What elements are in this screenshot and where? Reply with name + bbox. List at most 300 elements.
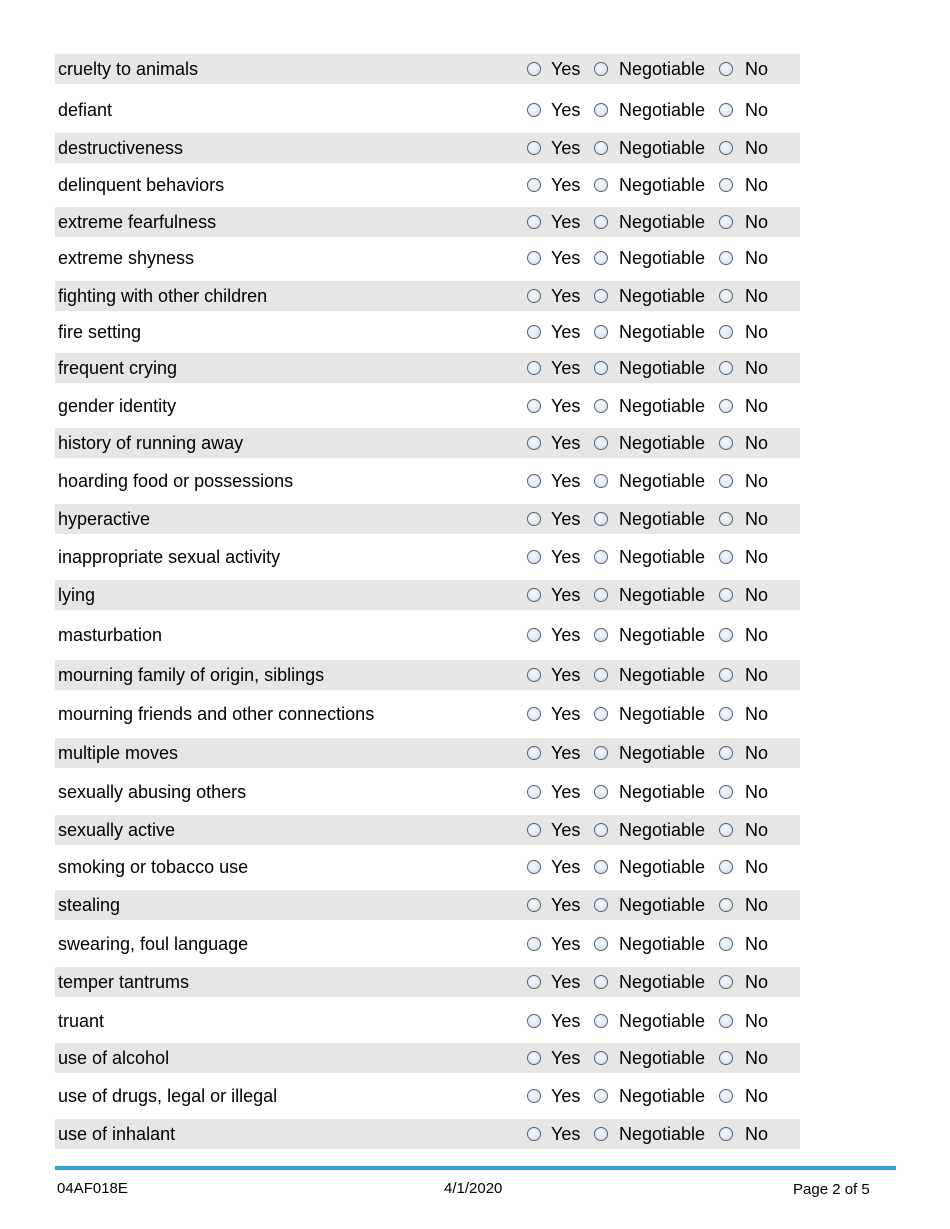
answer-options — [527, 396, 768, 417]
option-negotiable[interactable] — [594, 286, 719, 307]
radio-negotiable[interactable] — [594, 1127, 608, 1141]
answer-options — [527, 212, 768, 233]
radio-no[interactable] — [719, 215, 733, 229]
item-label: multiple moves — [58, 742, 179, 763]
checklist-row — [55, 967, 800, 997]
radio-negotiable[interactable] — [594, 707, 608, 721]
radio-negotiable[interactable] — [594, 325, 608, 339]
option-label-no: No — [745, 624, 769, 645]
option-negotiable[interactable] — [594, 895, 719, 916]
answer-options — [527, 1124, 768, 1145]
radio-negotiable[interactable] — [594, 898, 608, 912]
checklist-row — [55, 815, 800, 845]
radio-no[interactable] — [719, 860, 733, 874]
option-label-yes: Yes — [551, 395, 581, 416]
option-label-negotiable: Negotiable — [619, 58, 706, 79]
radio-negotiable[interactable] — [594, 1089, 608, 1103]
option-label-no: No — [745, 99, 769, 120]
radio-yes[interactable] — [527, 860, 541, 874]
option-no[interactable] — [719, 743, 768, 764]
radio-yes[interactable] — [527, 289, 541, 303]
answer-options — [527, 704, 768, 725]
option-negotiable[interactable] — [594, 1048, 719, 1069]
answer-options — [527, 857, 768, 878]
radio-no[interactable] — [719, 399, 733, 413]
item-label: fire setting — [58, 321, 142, 342]
option-no[interactable] — [719, 972, 768, 993]
radio-yes[interactable] — [527, 668, 541, 682]
option-no[interactable] — [719, 433, 768, 454]
option-label-no: No — [745, 1085, 769, 1106]
radio-no[interactable] — [719, 1051, 733, 1065]
option-label-negotiable: Negotiable — [619, 137, 706, 158]
option-negotiable[interactable] — [594, 212, 719, 233]
option-label-negotiable: Negotiable — [619, 781, 706, 802]
radio-no[interactable] — [719, 1089, 733, 1103]
answer-options — [527, 509, 768, 530]
option-negotiable[interactable] — [594, 471, 719, 492]
option-no[interactable] — [719, 1086, 768, 1107]
option-yes[interactable] — [527, 895, 594, 916]
checklist-row — [55, 1043, 800, 1073]
answer-options — [527, 665, 768, 686]
radio-yes[interactable] — [527, 1127, 541, 1141]
option-yes[interactable] — [527, 934, 594, 955]
item-label: use of inhalant — [58, 1123, 176, 1144]
radio-negotiable[interactable] — [594, 474, 608, 488]
option-label-yes: Yes — [551, 546, 581, 567]
answer-options — [527, 1011, 768, 1032]
item-label: mourning friends and other connections — [58, 703, 375, 724]
option-no[interactable] — [719, 396, 768, 417]
answer-options — [527, 895, 768, 916]
option-label-negotiable: Negotiable — [619, 624, 706, 645]
checklist-row — [55, 466, 800, 496]
checklist-row — [55, 391, 800, 421]
option-label-yes: Yes — [551, 1123, 581, 1144]
option-no[interactable] — [719, 704, 768, 725]
radio-yes[interactable] — [527, 898, 541, 912]
option-negotiable[interactable] — [594, 1124, 719, 1145]
option-yes[interactable] — [527, 972, 594, 993]
checklist-row — [55, 317, 800, 347]
option-no[interactable] — [719, 934, 768, 955]
option-no[interactable] — [719, 585, 768, 606]
radio-no[interactable] — [719, 588, 733, 602]
radio-negotiable[interactable] — [594, 103, 608, 117]
radio-no[interactable] — [719, 474, 733, 488]
option-label-negotiable: Negotiable — [619, 1123, 706, 1144]
checklist-row — [55, 95, 800, 125]
option-label-no: No — [745, 664, 769, 685]
option-no[interactable] — [719, 471, 768, 492]
checklist-row — [55, 1006, 800, 1036]
option-no[interactable] — [719, 358, 768, 379]
item-label: sexually abusing others — [58, 781, 247, 802]
option-label-negotiable: Negotiable — [619, 174, 706, 195]
option-negotiable[interactable] — [594, 972, 719, 993]
option-negotiable[interactable] — [594, 1086, 719, 1107]
option-yes[interactable] — [527, 547, 594, 568]
option-label-no: No — [745, 1123, 769, 1144]
radio-negotiable[interactable] — [594, 860, 608, 874]
option-yes[interactable] — [527, 665, 594, 686]
form-date: 4/1/2020 — [444, 1180, 503, 1197]
radio-no[interactable] — [719, 325, 733, 339]
option-negotiable[interactable] — [594, 433, 719, 454]
option-label-no: No — [745, 174, 769, 195]
radio-negotiable[interactable] — [594, 361, 608, 375]
option-negotiable[interactable] — [594, 138, 719, 159]
footer-divider — [55, 1166, 896, 1170]
radio-no[interactable] — [719, 141, 733, 155]
option-no[interactable] — [719, 857, 768, 878]
option-negotiable[interactable] — [594, 396, 719, 417]
option-label-no: No — [745, 395, 769, 416]
answer-options — [527, 138, 768, 159]
item-label: destructiveness — [58, 137, 184, 158]
radio-no[interactable] — [719, 785, 733, 799]
option-label-no: No — [745, 58, 769, 79]
radio-yes[interactable] — [527, 975, 541, 989]
radio-negotiable[interactable] — [594, 251, 608, 265]
radio-yes[interactable] — [527, 550, 541, 564]
option-label-yes: Yes — [551, 664, 581, 685]
radio-negotiable[interactable] — [594, 62, 608, 76]
radio-yes[interactable] — [527, 707, 541, 721]
checklist-row — [55, 281, 800, 311]
radio-negotiable[interactable] — [594, 785, 608, 799]
answer-options — [527, 820, 768, 841]
radio-negotiable[interactable] — [594, 588, 608, 602]
radio-yes[interactable] — [527, 1014, 541, 1028]
option-yes[interactable] — [527, 322, 594, 343]
option-label-negotiable: Negotiable — [619, 211, 706, 232]
option-yes[interactable] — [527, 857, 594, 878]
option-yes[interactable] — [527, 1124, 594, 1145]
option-yes[interactable] — [527, 1086, 594, 1107]
radio-negotiable[interactable] — [594, 628, 608, 642]
option-no[interactable] — [719, 895, 768, 916]
option-yes[interactable] — [527, 358, 594, 379]
item-label: mourning family of origin, siblings — [58, 664, 325, 685]
item-label: lying — [58, 584, 96, 605]
radio-no[interactable] — [719, 707, 733, 721]
option-label-no: No — [745, 211, 769, 232]
radio-no[interactable] — [719, 1127, 733, 1141]
item-label: extreme shyness — [58, 247, 195, 268]
radio-no[interactable] — [719, 178, 733, 192]
option-no[interactable] — [719, 665, 768, 686]
radio-no[interactable] — [719, 668, 733, 682]
radio-yes[interactable] — [527, 215, 541, 229]
option-label-negotiable: Negotiable — [619, 247, 706, 268]
option-yes[interactable] — [527, 248, 594, 269]
option-label-no: No — [745, 508, 769, 529]
option-no[interactable] — [719, 175, 768, 196]
radio-negotiable[interactable] — [594, 1014, 608, 1028]
answer-options — [527, 625, 768, 646]
checklist-row — [55, 353, 800, 383]
radio-yes[interactable] — [527, 1089, 541, 1103]
option-negotiable[interactable] — [594, 59, 719, 80]
option-label-no: No — [745, 1010, 769, 1031]
option-negotiable[interactable] — [594, 704, 719, 725]
option-label-no: No — [745, 856, 769, 877]
radio-negotiable[interactable] — [594, 178, 608, 192]
option-negotiable[interactable] — [594, 547, 719, 568]
radio-no[interactable] — [719, 550, 733, 564]
option-yes[interactable] — [527, 433, 594, 454]
item-label: masturbation — [58, 624, 163, 645]
option-no[interactable] — [719, 322, 768, 343]
radio-no[interactable] — [719, 1014, 733, 1028]
option-label-yes: Yes — [551, 1047, 581, 1068]
radio-yes[interactable] — [527, 141, 541, 155]
item-label: temper tantrums — [58, 971, 190, 992]
option-label-negotiable: Negotiable — [619, 508, 706, 529]
option-label-no: No — [745, 357, 769, 378]
radio-no[interactable] — [719, 898, 733, 912]
radio-no[interactable] — [719, 823, 733, 837]
option-no[interactable] — [719, 625, 768, 646]
option-label-yes: Yes — [551, 742, 581, 763]
option-no[interactable] — [719, 1124, 768, 1145]
option-label-yes: Yes — [551, 211, 581, 232]
option-label-no: No — [745, 894, 769, 915]
radio-no[interactable] — [719, 289, 733, 303]
option-negotiable[interactable] — [594, 1011, 719, 1032]
option-yes[interactable] — [527, 585, 594, 606]
item-label: extreme fearfulness — [58, 211, 217, 232]
option-label-no: No — [745, 781, 769, 802]
option-label-no: No — [745, 703, 769, 724]
checklist-row — [55, 890, 800, 920]
option-yes[interactable] — [527, 820, 594, 841]
radio-negotiable[interactable] — [594, 215, 608, 229]
option-yes[interactable] — [527, 743, 594, 764]
option-yes[interactable] — [527, 175, 594, 196]
option-label-yes: Yes — [551, 971, 581, 992]
radio-negotiable[interactable] — [594, 141, 608, 155]
radio-no[interactable] — [719, 251, 733, 265]
option-label-yes: Yes — [551, 1085, 581, 1106]
radio-negotiable[interactable] — [594, 436, 608, 450]
radio-yes[interactable] — [527, 588, 541, 602]
radio-no[interactable] — [719, 361, 733, 375]
option-negotiable[interactable] — [594, 248, 719, 269]
option-negotiable[interactable] — [594, 782, 719, 803]
option-negotiable[interactable] — [594, 743, 719, 764]
option-label-yes: Yes — [551, 174, 581, 195]
option-label-no: No — [745, 285, 769, 306]
radio-no[interactable] — [719, 512, 733, 526]
item-label: smoking or tobacco use — [58, 856, 249, 877]
option-negotiable[interactable] — [594, 322, 719, 343]
option-yes[interactable] — [527, 100, 594, 121]
answer-options — [527, 358, 768, 379]
item-label: hoarding food or possessions — [58, 470, 294, 491]
option-no[interactable] — [719, 509, 768, 530]
option-label-yes: Yes — [551, 933, 581, 954]
checklist-row — [55, 777, 800, 807]
radio-yes[interactable] — [527, 325, 541, 339]
option-no[interactable] — [719, 782, 768, 803]
option-negotiable[interactable] — [594, 358, 719, 379]
radio-negotiable[interactable] — [594, 823, 608, 837]
answer-options — [527, 547, 768, 568]
radio-negotiable[interactable] — [594, 1051, 608, 1065]
item-label: use of alcohol — [58, 1047, 170, 1068]
radio-negotiable[interactable] — [594, 937, 608, 951]
option-negotiable[interactable] — [594, 100, 719, 121]
item-label: stealing — [58, 894, 121, 915]
option-no[interactable] — [719, 1048, 768, 1069]
option-yes[interactable] — [527, 59, 594, 80]
answer-options — [527, 175, 768, 196]
radio-no[interactable] — [719, 628, 733, 642]
answer-options — [527, 1048, 768, 1069]
radio-yes[interactable] — [527, 178, 541, 192]
option-yes[interactable] — [527, 212, 594, 233]
option-label-yes: Yes — [551, 894, 581, 915]
radio-yes[interactable] — [527, 823, 541, 837]
radio-negotiable[interactable] — [594, 668, 608, 682]
radio-no[interactable] — [719, 746, 733, 760]
radio-yes[interactable] — [527, 785, 541, 799]
radio-negotiable[interactable] — [594, 975, 608, 989]
option-yes[interactable] — [527, 1048, 594, 1069]
option-label-yes: Yes — [551, 321, 581, 342]
radio-yes[interactable] — [527, 1051, 541, 1065]
item-label: hyperactive — [58, 508, 151, 529]
answer-options — [527, 322, 768, 343]
option-label-no: No — [745, 1047, 769, 1068]
option-label-yes: Yes — [551, 247, 581, 268]
item-label: history of running away — [58, 432, 244, 453]
option-label-yes: Yes — [551, 99, 581, 120]
option-label-negotiable: Negotiable — [619, 971, 706, 992]
radio-negotiable[interactable] — [594, 512, 608, 526]
option-label-yes: Yes — [551, 781, 581, 802]
option-label-negotiable: Negotiable — [619, 357, 706, 378]
option-no[interactable] — [719, 138, 768, 159]
radio-negotiable[interactable] — [594, 399, 608, 413]
option-yes[interactable] — [527, 471, 594, 492]
radio-yes[interactable] — [527, 251, 541, 265]
radio-yes[interactable] — [527, 399, 541, 413]
radio-yes[interactable] — [527, 746, 541, 760]
option-label-no: No — [745, 321, 769, 342]
answer-options — [527, 782, 768, 803]
radio-negotiable[interactable] — [594, 550, 608, 564]
radio-no[interactable] — [719, 436, 733, 450]
radio-yes[interactable] — [527, 512, 541, 526]
answer-options — [527, 59, 768, 80]
radio-yes[interactable] — [527, 628, 541, 642]
option-label-no: No — [745, 742, 769, 763]
option-label-negotiable: Negotiable — [619, 856, 706, 877]
checklist-row — [55, 738, 800, 768]
option-negotiable[interactable] — [594, 820, 719, 841]
item-label: sexually active — [58, 819, 176, 840]
answer-options — [527, 471, 768, 492]
option-yes[interactable] — [527, 138, 594, 159]
option-no[interactable] — [719, 820, 768, 841]
item-label: swearing, foul language — [58, 933, 249, 954]
option-label-negotiable: Negotiable — [619, 285, 706, 306]
option-label-yes: Yes — [551, 856, 581, 877]
answer-options — [527, 100, 768, 121]
option-negotiable[interactable] — [594, 625, 719, 646]
radio-no[interactable] — [719, 62, 733, 76]
checklist-row — [55, 699, 800, 729]
form-id: 04AF018E — [57, 1180, 128, 1197]
radio-yes[interactable] — [527, 62, 541, 76]
radio-negotiable[interactable] — [594, 289, 608, 303]
option-no[interactable] — [719, 547, 768, 568]
radio-no[interactable] — [719, 103, 733, 117]
option-label-no: No — [745, 584, 769, 605]
radio-yes[interactable] — [527, 103, 541, 117]
radio-yes[interactable] — [527, 361, 541, 375]
checklist-row — [55, 542, 800, 572]
option-negotiable[interactable] — [594, 585, 719, 606]
option-no[interactable] — [719, 1011, 768, 1032]
radio-negotiable[interactable] — [594, 746, 608, 760]
answer-options — [527, 972, 768, 993]
checklist-row — [55, 170, 800, 200]
radio-yes[interactable] — [527, 474, 541, 488]
option-yes[interactable] — [527, 782, 594, 803]
option-label-yes: Yes — [551, 1010, 581, 1031]
option-no[interactable] — [719, 286, 768, 307]
option-label-no: No — [745, 546, 769, 567]
answer-options — [527, 585, 768, 606]
checklist-row — [55, 660, 800, 690]
option-negotiable[interactable] — [594, 857, 719, 878]
option-label-negotiable: Negotiable — [619, 894, 706, 915]
item-label: inappropriate sexual activity — [58, 546, 281, 567]
option-yes[interactable] — [527, 625, 594, 646]
option-no[interactable] — [719, 59, 768, 80]
option-yes[interactable] — [527, 396, 594, 417]
option-yes[interactable] — [527, 704, 594, 725]
option-no[interactable] — [719, 100, 768, 121]
radio-no[interactable] — [719, 975, 733, 989]
option-label-negotiable: Negotiable — [619, 742, 706, 763]
option-label-no: No — [745, 933, 769, 954]
option-no[interactable] — [719, 212, 768, 233]
option-negotiable[interactable] — [594, 175, 719, 196]
radio-yes[interactable] — [527, 937, 541, 951]
option-yes[interactable] — [527, 286, 594, 307]
option-negotiable[interactable] — [594, 509, 719, 530]
checklist-row — [55, 1081, 800, 1111]
option-label-negotiable: Negotiable — [619, 819, 706, 840]
option-yes[interactable] — [527, 1011, 594, 1032]
checklist-row — [55, 54, 800, 84]
option-negotiable[interactable] — [594, 934, 719, 955]
item-label: cruelty to animals — [58, 58, 199, 79]
option-yes[interactable] — [527, 509, 594, 530]
radio-yes[interactable] — [527, 436, 541, 450]
radio-no[interactable] — [719, 937, 733, 951]
option-negotiable[interactable] — [594, 665, 719, 686]
item-label: frequent crying — [58, 357, 178, 378]
option-label-yes: Yes — [551, 508, 581, 529]
option-no[interactable] — [719, 248, 768, 269]
